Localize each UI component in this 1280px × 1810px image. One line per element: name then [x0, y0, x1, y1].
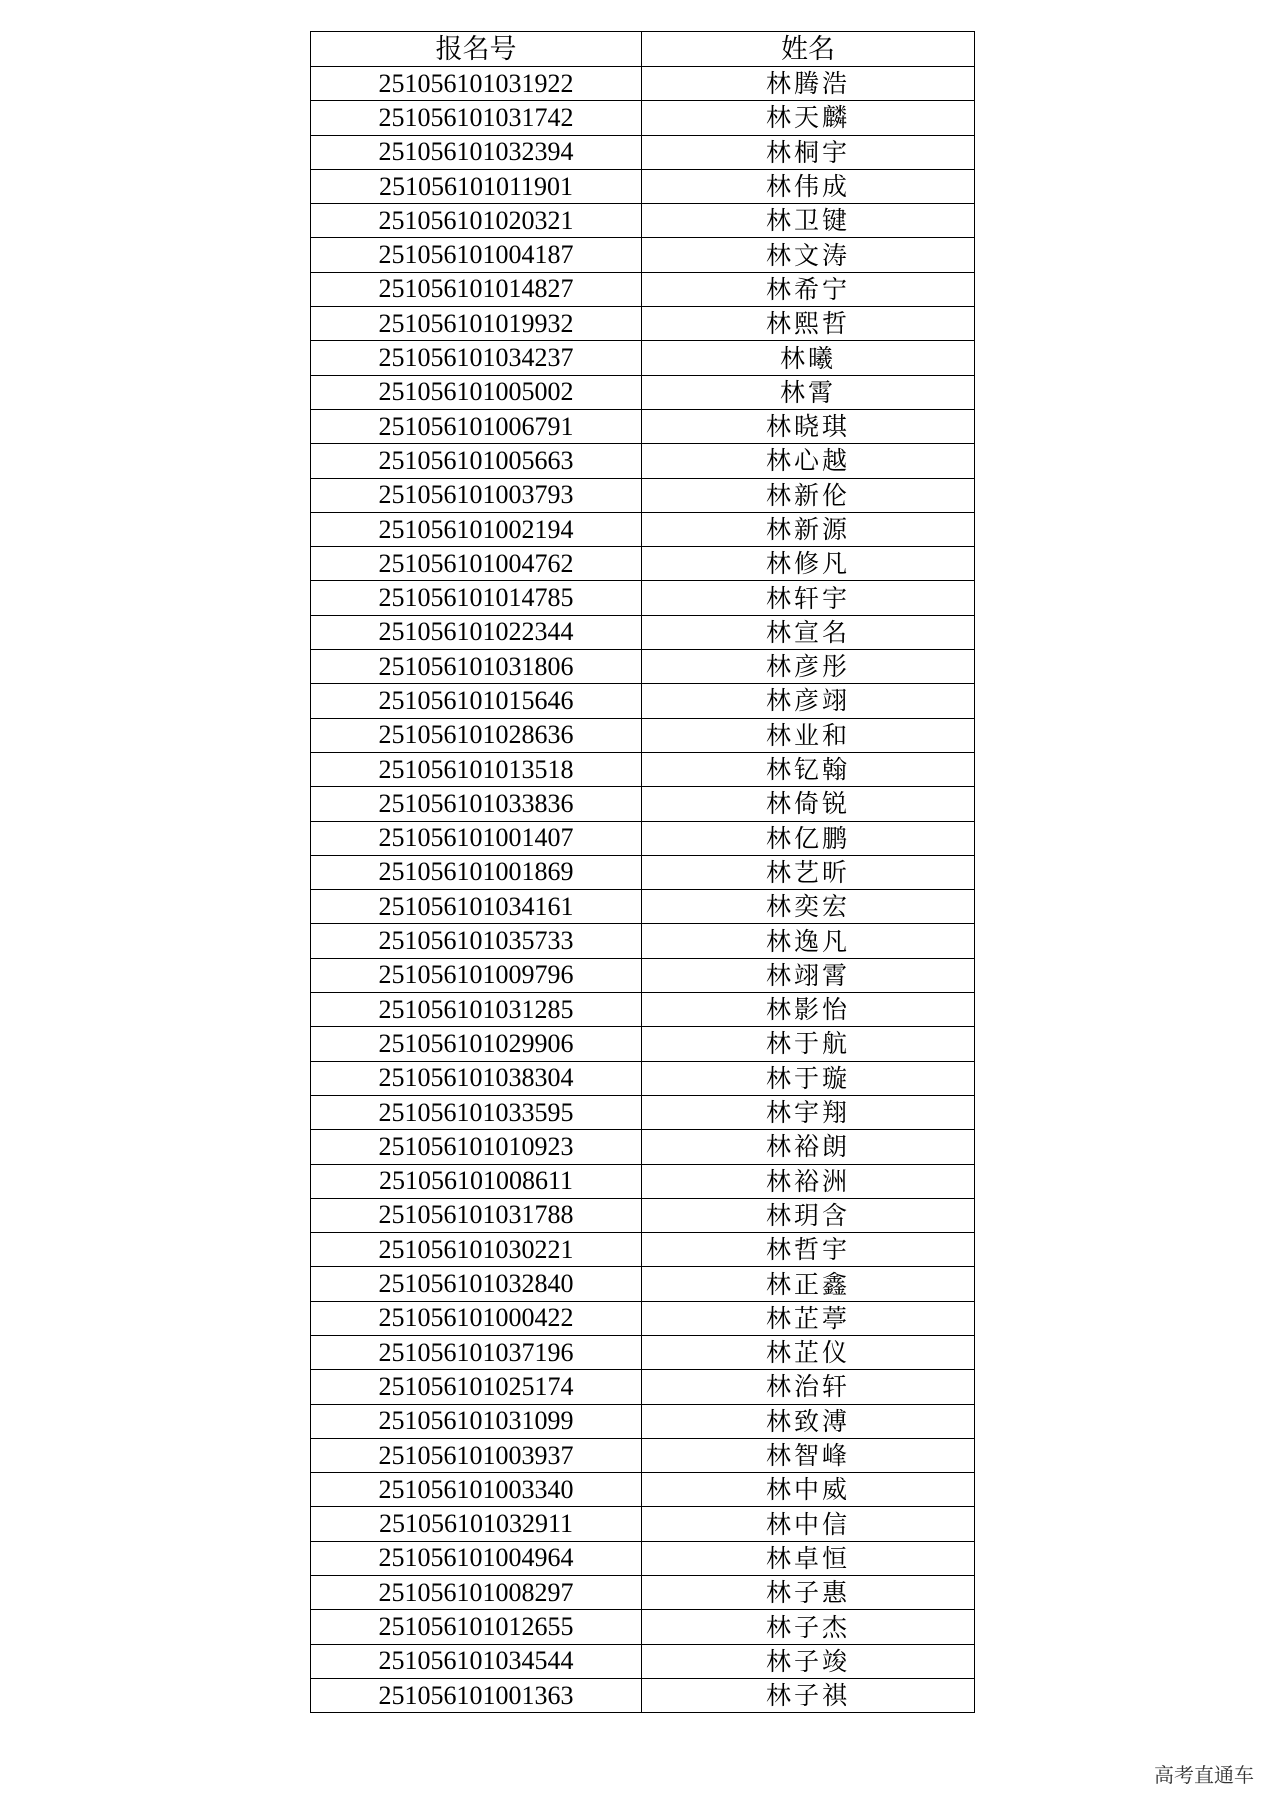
name-cell: 林逸凡: [642, 924, 975, 958]
table-row: [311, 512, 975, 546]
table-row: [311, 1438, 975, 1472]
table-row: [311, 1610, 975, 1644]
name-cell: 林轩宇: [642, 581, 975, 615]
registration-number-cell: 251056101001869: [311, 855, 642, 889]
registration-number-cell: 251056101031806: [311, 650, 642, 684]
registration-number-cell: 251056101022344: [311, 615, 642, 649]
registration-number-cell: 251056101031788: [311, 1198, 642, 1232]
table-row: [311, 1541, 975, 1575]
name-cell: 林心越: [642, 444, 975, 478]
name-cell: 林翊霄: [642, 958, 975, 992]
table-body: [311, 67, 975, 1713]
registration-number-cell: 251056101014827: [311, 272, 642, 306]
name-cell: 林业和: [642, 718, 975, 752]
table-row: [311, 1198, 975, 1232]
registration-number-cell: 251056101025174: [311, 1370, 642, 1404]
table-row: [311, 375, 975, 409]
registration-number-cell: 251056101004187: [311, 238, 642, 272]
name-cell: 林文涛: [642, 238, 975, 272]
table-row: [311, 650, 975, 684]
table-row: [311, 1267, 975, 1301]
table-row: [311, 67, 975, 101]
table-row: [311, 821, 975, 855]
name-cell: 林桐宇: [642, 135, 975, 169]
name-cell: 林裕洲: [642, 1164, 975, 1198]
table-header-row: [311, 32, 975, 67]
registration-number-cell: 251056101003793: [311, 478, 642, 512]
table-row: [311, 444, 975, 478]
name-cell: 林子祺: [642, 1678, 975, 1712]
registration-number-cell: 251056101003340: [311, 1473, 642, 1507]
registration-number-cell: 251056101032394: [311, 135, 642, 169]
table-row: [311, 169, 975, 203]
registration-number-cell: 251056101004762: [311, 547, 642, 581]
name-cell: 林于航: [642, 1027, 975, 1061]
name-cell: 林智峰: [642, 1438, 975, 1472]
registration-number-cell: 251056101011901: [311, 169, 642, 203]
registration-number-cell: 251056101029906: [311, 1027, 642, 1061]
table-row: [311, 1061, 975, 1095]
name-cell: 林熙哲: [642, 307, 975, 341]
registration-number-cell: 251056101032911: [311, 1507, 642, 1541]
name-cell: 林曦: [642, 341, 975, 375]
table-row: [311, 547, 975, 581]
name-cell: 林宣名: [642, 615, 975, 649]
name-cell: 林新源: [642, 512, 975, 546]
name-cell: 林卫键: [642, 204, 975, 238]
table-row: [311, 1027, 975, 1061]
registration-number-cell: 251056101037196: [311, 1335, 642, 1369]
name-cell: 林治轩: [642, 1370, 975, 1404]
registration-number-cell: 251056101000422: [311, 1301, 642, 1335]
registration-number-cell: 251056101028636: [311, 718, 642, 752]
registration-number-cell: 251056101033836: [311, 787, 642, 821]
registration-number-cell: 251056101012655: [311, 1610, 642, 1644]
name-cell: 林宇翔: [642, 1095, 975, 1129]
watermark-text: 高考直通车: [1154, 1763, 1254, 1787]
table-row: [311, 1576, 975, 1610]
name-cell: 林倚锐: [642, 787, 975, 821]
registration-number-cell: 251056101031285: [311, 993, 642, 1027]
registration-number-cell: 251056101031099: [311, 1404, 642, 1438]
table-row: [311, 924, 975, 958]
table-row: [311, 1678, 975, 1712]
table-row: [311, 993, 975, 1027]
table-row: [311, 341, 975, 375]
registration-number-cell: 251056101013518: [311, 752, 642, 786]
registration-number-cell: 251056101038304: [311, 1061, 642, 1095]
name-cell: 林钇翰: [642, 752, 975, 786]
name-cell: 林卓恒: [642, 1541, 975, 1575]
table-row: [311, 890, 975, 924]
registration-number-cell: 251056101004964: [311, 1541, 642, 1575]
name-cell: 林亿鹏: [642, 821, 975, 855]
name-cell: 林芷仪: [642, 1335, 975, 1369]
table-row: [311, 787, 975, 821]
table-row: [311, 1644, 975, 1678]
table-row: [311, 1164, 975, 1198]
registration-number-cell: 251056101008297: [311, 1576, 642, 1610]
name-cell: 林于璇: [642, 1061, 975, 1095]
table-row: [311, 307, 975, 341]
table-row: [311, 238, 975, 272]
registration-number-cell: 251056101005663: [311, 444, 642, 478]
name-cell: 林天麟: [642, 101, 975, 135]
registration-number-cell: 251056101031742: [311, 101, 642, 135]
name-cell: 林修凡: [642, 547, 975, 581]
name-cell: 林芷葶: [642, 1301, 975, 1335]
table-row: [311, 204, 975, 238]
name-cell: 林霄: [642, 375, 975, 409]
table-row: [311, 135, 975, 169]
name-cell: 林裕朗: [642, 1130, 975, 1164]
table-row: [311, 478, 975, 512]
table-row: [311, 272, 975, 306]
registration-number-cell: 251056101003937: [311, 1438, 642, 1472]
name-cell: 林新伦: [642, 478, 975, 512]
table-row: [311, 752, 975, 786]
registration-number-cell: 251056101019932: [311, 307, 642, 341]
name-cell: 林希宁: [642, 272, 975, 306]
table-row: [311, 1233, 975, 1267]
header-registration-number: 报名号: [311, 32, 642, 67]
table-row: [311, 409, 975, 443]
table-row: [311, 1335, 975, 1369]
table-row: [311, 958, 975, 992]
table-row: [311, 855, 975, 889]
table-row: [311, 101, 975, 135]
name-cell: 林中信: [642, 1507, 975, 1541]
table-row: [311, 718, 975, 752]
name-cell: 林艺昕: [642, 855, 975, 889]
registration-number-cell: 251056101001407: [311, 821, 642, 855]
registration-number-cell: 251056101035733: [311, 924, 642, 958]
registration-number-cell: 251056101020321: [311, 204, 642, 238]
name-cell: 林致溥: [642, 1404, 975, 1438]
registration-number-cell: 251056101030221: [311, 1233, 642, 1267]
registration-number-cell: 251056101033595: [311, 1095, 642, 1129]
table-row: [311, 1095, 975, 1129]
registration-number-cell: 251056101031922: [311, 67, 642, 101]
name-cell: 林伟成: [642, 169, 975, 203]
name-cell: 林子杰: [642, 1610, 975, 1644]
table-row: [311, 1370, 975, 1404]
registration-number-cell: 251056101002194: [311, 512, 642, 546]
registration-number-cell: 251056101009796: [311, 958, 642, 992]
table-row: [311, 1130, 975, 1164]
registration-number-cell: 251056101034544: [311, 1644, 642, 1678]
registration-number-cell: 251056101010923: [311, 1130, 642, 1164]
table-row: [311, 1507, 975, 1541]
registration-table: [310, 31, 975, 1713]
name-cell: 林彦彤: [642, 650, 975, 684]
name-cell: 林奕宏: [642, 890, 975, 924]
table-row: [311, 615, 975, 649]
registration-number-cell: 251056101005002: [311, 375, 642, 409]
name-cell: 林彦翊: [642, 684, 975, 718]
table-row: [311, 1404, 975, 1438]
registration-number-cell: 251056101001363: [311, 1678, 642, 1712]
table-row: [311, 684, 975, 718]
registration-number-cell: 251056101032840: [311, 1267, 642, 1301]
registration-number-cell: 251056101034237: [311, 341, 642, 375]
registration-number-cell: 251056101015646: [311, 684, 642, 718]
name-cell: 林玥含: [642, 1198, 975, 1232]
name-cell: 林正鑫: [642, 1267, 975, 1301]
name-cell: 林哲宇: [642, 1233, 975, 1267]
registration-number-cell: 251056101034161: [311, 890, 642, 924]
table-row: [311, 1473, 975, 1507]
table-row: [311, 581, 975, 615]
name-cell: 林子竣: [642, 1644, 975, 1678]
name-cell: 林晓琪: [642, 409, 975, 443]
registration-number-cell: 251056101008611: [311, 1164, 642, 1198]
header-name: 姓名: [642, 32, 975, 67]
registration-number-cell: 251056101006791: [311, 409, 642, 443]
name-cell: 林中威: [642, 1473, 975, 1507]
name-cell: 林腾浩: [642, 67, 975, 101]
name-cell: 林影怡: [642, 993, 975, 1027]
registration-number-cell: 251056101014785: [311, 581, 642, 615]
table-row: [311, 1301, 975, 1335]
name-cell: 林子惠: [642, 1576, 975, 1610]
